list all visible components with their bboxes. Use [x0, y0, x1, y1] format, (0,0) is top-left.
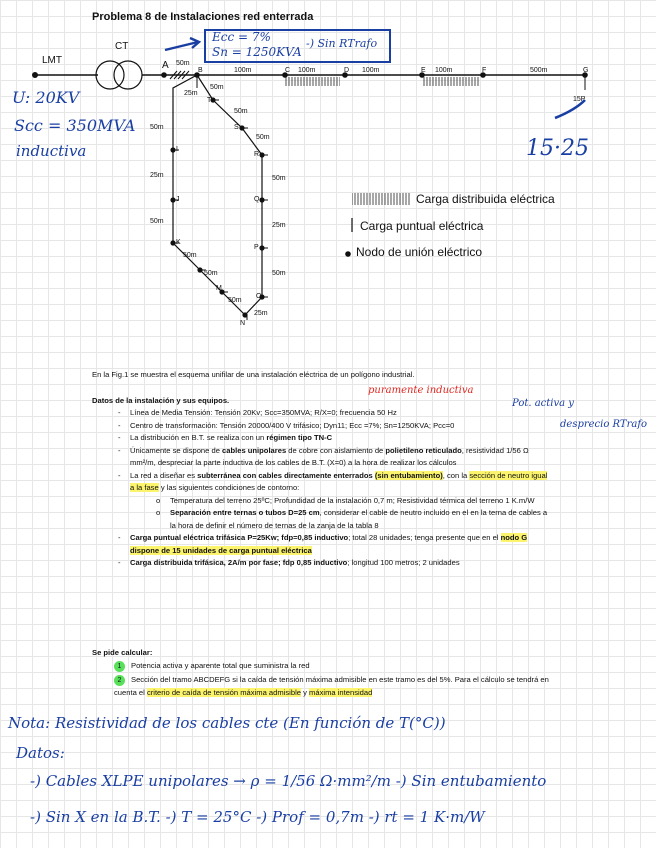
bullet-distributed-load: - Carga distribuida trifásica, 2A/m por fase; fdp 0,85 inductivo; longitud 100 metros; 2 unidades [130, 557, 552, 570]
dist-i-j: 25m [150, 172, 164, 179]
legend-distributed: Carga distribuida eléctrica [416, 192, 555, 206]
distributed-load-ef [422, 77, 480, 86]
label-o: O [256, 293, 262, 300]
question-2: 2 Sección del tramo ABCDEFG si la caída de tensión máxima admisible en este tramo es del 5%. Para el cálculo se tendrá en cuenta el criterio de caída de tensión máxima admisible y máxima intensidad [114, 675, 549, 697]
legend-distributed-symbol [352, 193, 410, 205]
node-k [170, 240, 175, 245]
label-b: B [198, 67, 203, 74]
hand-line1: -) Cables XLPE unipolares → ρ = 1/56 Ω·mm²/m -) Sin entubamiento [30, 772, 547, 790]
bullet-cables: - Únicamente se dispone de cables unipolares de cobre con aislamiento de polietileno reticulado, resistividad 1/56 Ω mm²/m, despreciar la parte inductiva de los cables de B.T. (X=0) a la hora de realizar los cálculos [130, 445, 552, 470]
label-15p: 15P [573, 96, 586, 103]
right-branch [197, 75, 262, 315]
node-j [170, 197, 175, 202]
legend-node: Nodo de unión eléctrico [356, 245, 483, 259]
label-i: I [176, 146, 178, 153]
hand-sin-r: -) Sin RTrafo [306, 37, 378, 50]
label-c: C [285, 67, 291, 74]
dist-b-t: 50m [210, 84, 224, 91]
label-g: G [583, 67, 589, 74]
label-a: A [162, 60, 169, 71]
dist-m-n: 50m [228, 297, 242, 304]
sub-separation: o Separación entre ternas o tubos D=25 cm, considerar el cable de neutro incluido en el en la terna de cables a la hora de definir el número de ternas de la zanja de la tabla 8 [170, 507, 552, 532]
dist-de: 100m [362, 67, 380, 74]
dist-r-q: 50m [272, 175, 286, 182]
label-s: S [234, 124, 239, 131]
node-lmt [32, 72, 38, 78]
page-title: Problema 8 de Instalaciones red enterrada [92, 11, 314, 23]
label-m: M [216, 285, 222, 292]
dist-b-h: 50m [150, 124, 164, 131]
hand-desprecio: desprecio RTrafo [560, 419, 648, 430]
hand-pure-inductive: puramente inductiva [368, 385, 474, 396]
dist-p-o: 50m [272, 270, 286, 277]
hand-voltage: U: 20KV [12, 88, 80, 107]
node-r [259, 152, 264, 157]
label-lmt: LMT [42, 55, 62, 66]
dist-ef: 100m [435, 67, 453, 74]
label-q: Q [254, 196, 260, 203]
hand-fifteen: 15·25 [526, 136, 589, 161]
dist-t-s: 50m [234, 108, 248, 115]
label-ct: CT [115, 41, 129, 52]
hand-pot-activa: Pot. activa y [512, 398, 574, 409]
label-t: T [207, 97, 212, 104]
dist-k-l: 50m [183, 252, 197, 259]
dist-q-p: 25m [272, 222, 286, 229]
hand-sn: Sn = 1250KVA [212, 45, 302, 59]
bullet-network: - La red a diseñar es subterránea con cables directamente enterrados (sin entubamiento), con la sección de neutro igual a la fase y las siguientes condiciones de contorno: o Temperatura del terreno 25ºC; Profundidad de la instalación 0,7 m; Resistividad térmica del terreno 1 K.m/W o Separación entre ternas o tubos D=25 cm, considerar el cable de neutro incluido en el en la terna de cables a la hora de definir el número de ternas de la zanja de la tabla 8 [130, 470, 552, 533]
label-r: R [254, 151, 260, 158]
hand-nota: Nota: Resistividad de los cables cte (En función de T(°C)) [8, 714, 446, 732]
hand-ecc: Ecc = 7% [212, 30, 271, 44]
dist-o-n: 25m [254, 310, 268, 317]
legend-node-symbol [345, 251, 351, 257]
label-p: P [254, 244, 259, 251]
label-k: K [176, 239, 181, 246]
bullet-mt: - Línea de Media Tensión: Tensión 20Kv; Scc=350MVA; R/X=0; frecuencia 50 Hz [130, 407, 552, 420]
dist-l-m: 50m [204, 270, 218, 277]
hand-scc: Scc = 350MVA [14, 116, 136, 135]
node-i [170, 147, 175, 152]
dist-b-down: 25m [184, 90, 198, 97]
label-e: E [421, 67, 426, 74]
distributed-load-cd [285, 77, 340, 86]
dist-cd: 100m [298, 67, 316, 74]
data-list [92, 407, 552, 570]
dist-j-k: 50m [150, 218, 164, 225]
label-d: D [344, 67, 350, 74]
legend-point: Carga puntual eléctrica [360, 219, 484, 233]
bullet-point-load: - Carga puntual eléctrica trifásica P=25Kw; fdp=0,85 inductivo; total 28 unidades; tenga presente que en el nodo G dispone de 15 unidades de carga puntual eléctrica [130, 532, 552, 557]
data-heading: Datos de la instalación y sus equipos. [92, 396, 230, 405]
dist-bc: 100m [234, 67, 252, 74]
single-line-diagram [0, 0, 656, 345]
transformer-primary [96, 61, 124, 89]
hand-line2: -) Sin X en la B.T. -) T = 25°C -) Prof = 0,7m -) rt = 1 K·m/W [30, 808, 485, 826]
bullet-bt: - La distribución en B.T. se realiza con un régimen tipo TN-C [130, 432, 552, 445]
node-p [259, 245, 264, 250]
node-a [161, 72, 167, 78]
ask-heading: Se pide calcular: [92, 648, 153, 657]
transformer-secondary [114, 61, 142, 89]
hand-inductive: inductiva [16, 142, 87, 160]
label-j: J [176, 196, 180, 203]
dist-fg: 500m [530, 67, 548, 74]
label-f: F [482, 67, 487, 74]
dist-s-r: 50m [256, 134, 270, 141]
bullet-ct: - Centro de transformación: Tensión 20000/400 V trifásico; Dyn11; Ecc =7%; Sn=1250KVA; Pcc=0 [130, 420, 552, 433]
node-l [197, 267, 202, 272]
sub-terrain: o Temperatura del terreno 25ºC; Profundidad de la instalación 0,7 m; Resistividad térmica del terreno 1 K.m/W [170, 495, 552, 508]
dist-ab: 50m [176, 60, 190, 67]
node-s [239, 125, 244, 130]
intro-text: En la Fig.1 se muestra el esquema unifilar de una instalación eléctrica de un polígono industrial. [92, 370, 415, 379]
label-n: N [240, 320, 246, 327]
node-q [259, 197, 264, 202]
hand-datos: Datos: [16, 744, 65, 762]
question-1: 1 Potencia activa y aparente total que suministra la red [92, 659, 554, 672]
